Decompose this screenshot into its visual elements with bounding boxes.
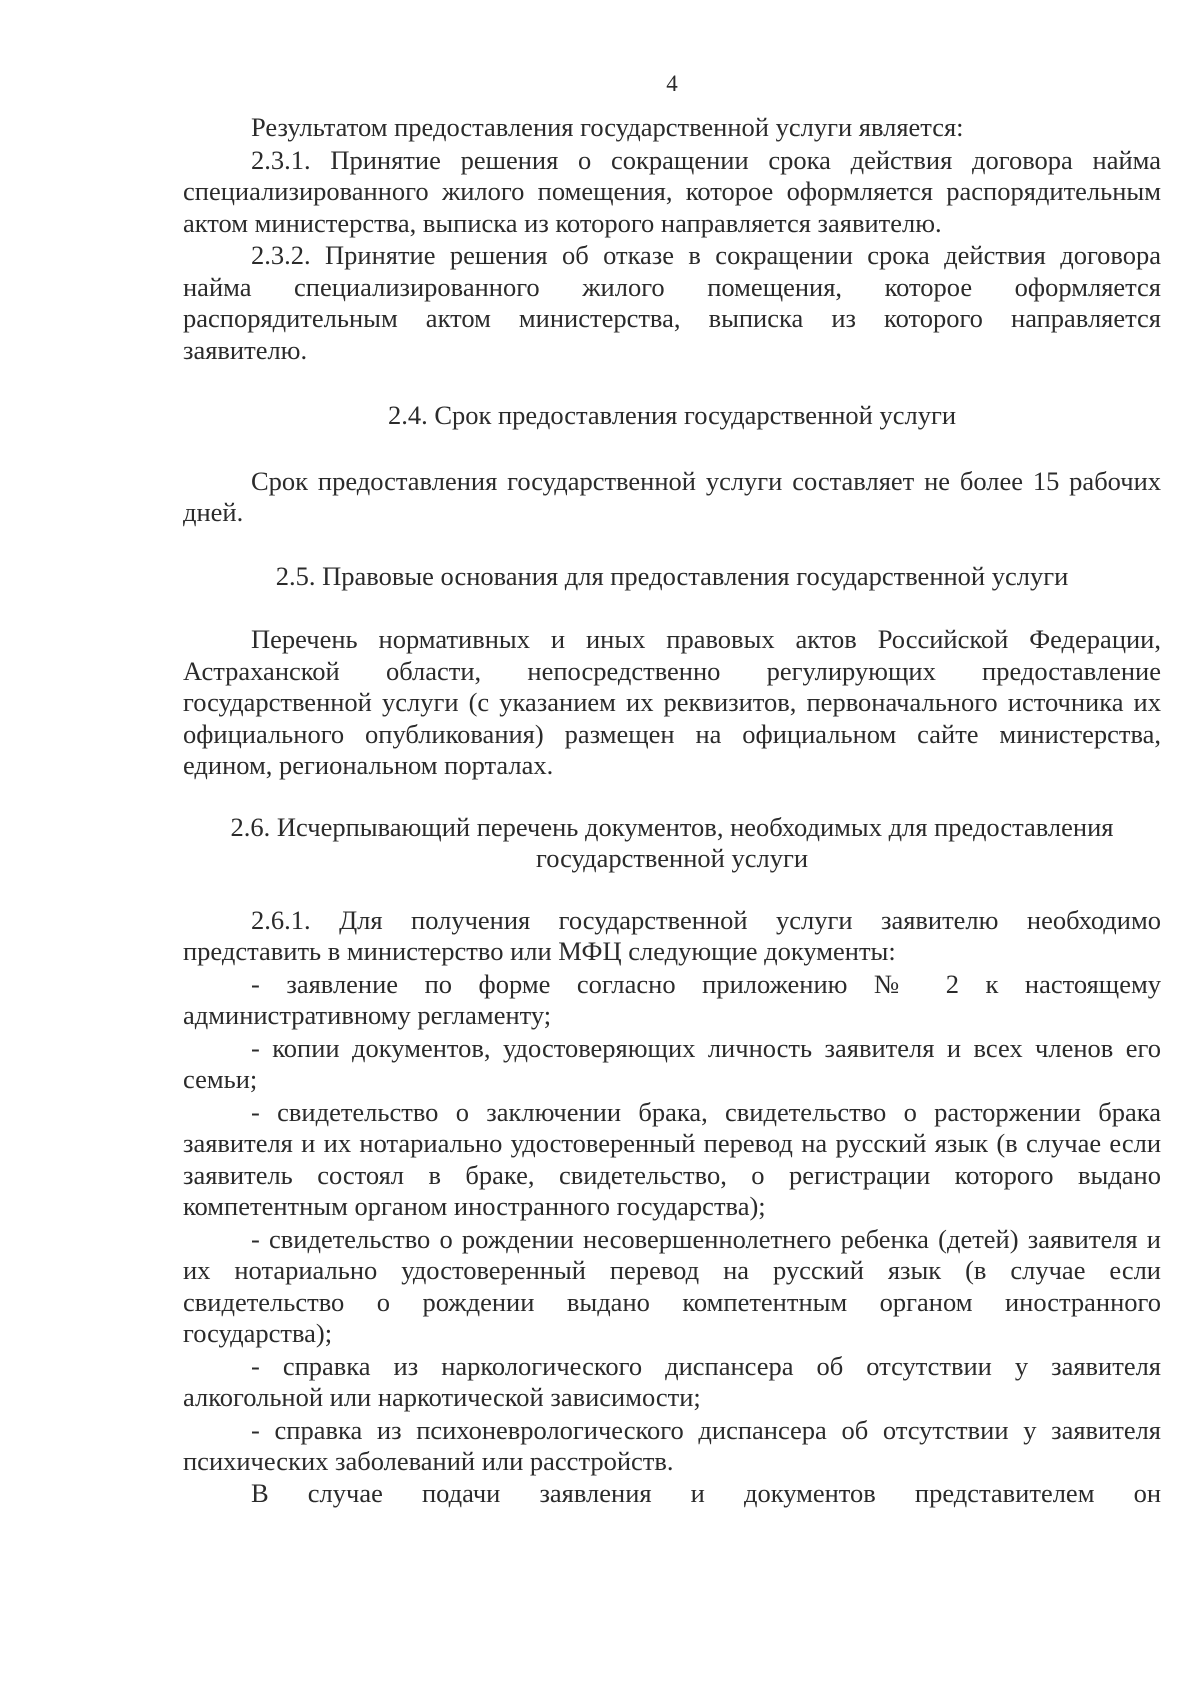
paragraph-continuation: В случае подачи заявления и документов представителем он bbox=[251, 1477, 1161, 1508]
list-item: - свидетельство о заключении брака, свидетельство о расторжении брака заявителя и их нотариально удостоверенный перевод на русский язык (в случае если заявитель состоял в браке, свидетельство, о регистрации которого выдано компетентным органом иностранного государства); bbox=[183, 1096, 1161, 1221]
list-item: - справка из наркологического диспансера об отсутствии у заявителя алкогольной или наркотической зависимости; bbox=[183, 1350, 1161, 1412]
section-heading-2-6-line1: 2.6. Исчерпывающий перечень документов, необходимых для предоставления bbox=[230, 811, 1114, 842]
paragraph-2-3-1: 2.3.1. Принятие решения о сокращении срока действия договора найма специализированного жилого помещения, которое оформляется распорядительным актом министерства, выписка из которого направляется заявителю. bbox=[183, 144, 1161, 238]
document-page bbox=[183, 70, 1161, 1509]
paragraph-2-6-1: 2.6.1. Для получения государственной услуги заявителю необходимо представить в министерство или МФЦ следующие документы: bbox=[183, 904, 1161, 966]
result-intro: Результатом предоставления государственной услуги является: bbox=[251, 112, 964, 142]
section-heading-2-6 bbox=[183, 812, 1161, 875]
section-heading-2-5: 2.5. Правовые основания для предоставления государственной услуги bbox=[275, 560, 1069, 591]
page-number: 4 bbox=[666, 71, 678, 96]
paragraph-2-4: Срок предоставления государственной услуги составляет не более 15 рабочих дней. bbox=[183, 465, 1161, 527]
paragraph-2-3-2: 2.3.2. Принятие решения об отказе в сокращении срока действия договора найма специализированного жилого помещения, которое оформляется распорядительным актом министерства, выписка из которого направляется заявителю. bbox=[183, 240, 1161, 365]
list-item: - справка из психоневрологического диспансера об отсутствии у заявителя психических заболеваний или расстройств. bbox=[183, 1414, 1161, 1476]
section-heading-2-6-line2: государственной услуги bbox=[535, 843, 809, 873]
list-item: - заявление по форме согласно приложению № 2 к настоящему административному регламенту; bbox=[183, 968, 1161, 1030]
section-heading-2-4: 2.4. Срок предоставления государственной услуги bbox=[387, 400, 957, 430]
list-item: - копии документов, удостоверяющих личность заявителя и всех членов его семьи; bbox=[183, 1032, 1161, 1094]
paragraph-2-5: Перечень нормативных и иных правовых актов Российской Федерации, Астраханской области, непосредственно регулирующих предоставление государственной услуги (с указанием их реквизитов, первоначального источника их официального опубликования) размещен на официальном сайте министерства, едином, региональном порталах. bbox=[183, 624, 1161, 780]
list-item: - свидетельство о рождении несовершеннолетнего ребенка (детей) заявителя и их нотариально удостоверенный перевод на русский язык (в случае если свидетельство о рождении выдано компетентным органом иностранного государства); bbox=[183, 1223, 1161, 1348]
